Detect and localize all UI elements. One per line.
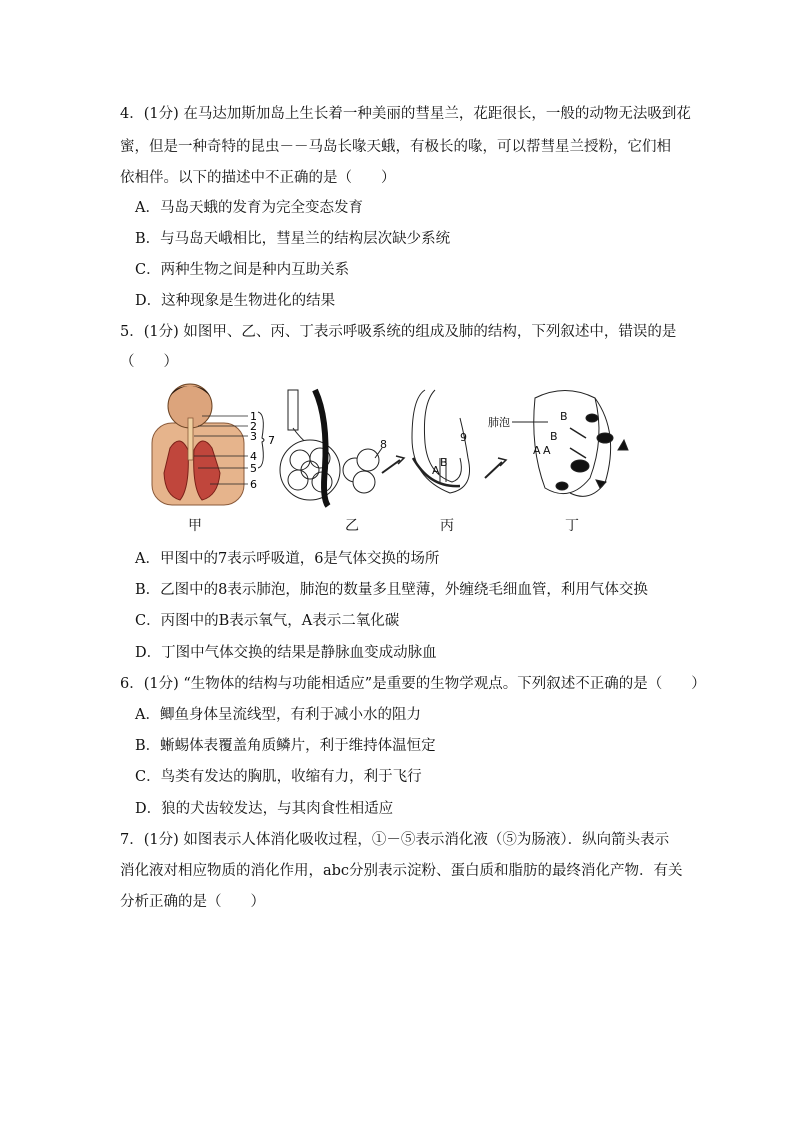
q6-option-d: D．狼的犬齿较发达，与其肉食性相适应: [135, 801, 394, 817]
label-bing-b: B: [440, 456, 448, 469]
caption-yi: 乙: [345, 518, 359, 534]
q6-stem-line-1: 6．(1分) “生物体的结构与功能相适应”是重要的生物学观点。下列叙述不正确的是（ ）: [120, 676, 706, 692]
label-alveolus: 肺泡: [488, 416, 510, 429]
q4-option-c: C．两种生物之间是种内互助关系: [135, 262, 350, 278]
q5-stem-line-2: （ ）: [120, 354, 178, 370]
q4-stem-line-2: 蜜，但是一种奇特的昆虫－－马岛长喙天蛾，有极长的喙，可以帮彗星兰授粉，它们相: [120, 139, 671, 155]
caption-bing: 丙: [440, 518, 454, 534]
q4-stem-line-1: 4．(1分) 在马达加斯加岛上生长着一种美丽的彗星兰，花距很长，一般的动物无法吸到花: [120, 106, 691, 122]
label-3: 3: [250, 430, 257, 443]
q4-option-d: D．这种现象是生物进化的结果: [135, 293, 336, 309]
label-7: 7: [268, 434, 275, 447]
q7-stem-line-2: 消化液对相应物质的消化作用，abc分别表示淀粉、蛋白质和脂肪的最终消化产物．有关: [120, 863, 683, 879]
q4-stem-line-3: 依相伴。以下的描述中不正确的是（ ）: [120, 170, 396, 186]
q5-stem-line-1: 5．(1分) 如图甲、乙、丙、丁表示呼吸系统的组成及肺的结构，下列叙述中，错误的是: [120, 324, 677, 340]
label-8: 8: [380, 438, 387, 451]
q5-option-a: A．甲图中的7表示呼吸道，6是气体交换的场所: [135, 551, 440, 567]
caption-jia: 甲: [188, 518, 202, 534]
q6-option-c: C．鸟类有发达的胸肌，收缩有力，利于飞行: [135, 769, 422, 785]
figure-bing: [412, 390, 506, 493]
label-5: 5: [250, 462, 257, 475]
label-ding-a2: A: [543, 444, 551, 457]
q5-option-b: B．乙图中的8表示肺泡，肺泡的数量多且壁薄，外缠绕毛细血管，利用气体交换: [135, 582, 648, 598]
caption-ding: 丁: [565, 518, 579, 534]
q7-stem-line-3: 分析正确的是（ ）: [120, 894, 265, 910]
figure-yi: [280, 390, 404, 506]
figure-jia: [152, 384, 275, 505]
q4-option-a: A．马岛天蛾的发育为完全变态发育: [135, 200, 363, 216]
label-ding-b2: B: [550, 430, 558, 443]
respiratory-figure: [150, 378, 650, 538]
label-6: 6: [250, 478, 257, 491]
label-bing-a: A: [432, 464, 440, 477]
q4-option-b: B．与马岛天峨相比，彗星兰的结构层次缺少系统: [135, 231, 451, 247]
label-2: 2: [250, 420, 257, 433]
label-1: 1: [250, 410, 257, 423]
q6-option-b: B．蜥蜴体表覆盖角质鳞片，利于维持体温恒定: [135, 738, 436, 754]
q7-stem-line-1: 7．(1分) 如图表示人体消化吸收过程，①－⑤表示消化液（⑤为肠液）．纵向箭头表示: [120, 832, 670, 848]
q5-option-d: D．丁图中气体交换的结果是静脉血变成动脉血: [135, 645, 437, 661]
respiratory-figure-svg: [150, 378, 650, 538]
label-ding-b1: B: [560, 410, 568, 423]
label-4: 4: [250, 450, 257, 463]
label-9: 9: [460, 431, 467, 444]
q5-option-c: C．丙图中的B表示氧气，A表示二氧化碳: [135, 613, 400, 629]
label-ding-a1: A: [533, 444, 541, 457]
q6-option-a: A．鲫鱼身体呈流线型，有利于减小水的阻力: [135, 707, 421, 723]
figure-ding: [488, 391, 628, 497]
